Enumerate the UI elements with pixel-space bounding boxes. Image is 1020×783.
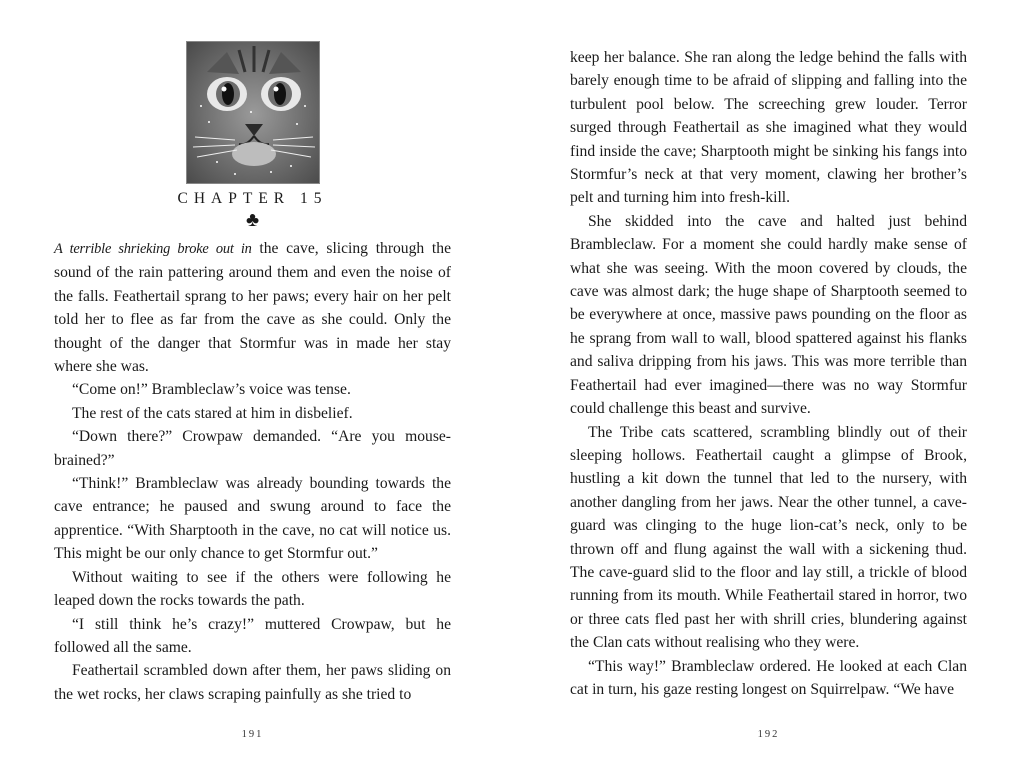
paragraph: “Down there?” Crowpaw demanded. “Are you mouse-brained?”	[54, 428, 451, 469]
paragraph: The Tribe cats scattered, scrambling blindly out of their sleeping hollows. Feathertail caught a glimpse of Brook, hustling a kit down the tunnel that led to the nursery, with another dangling from her jaws. Near the other tunnel, a cave-guard was clinging to the huge lion-cat’s neck, only to be thrown off and flung against the wall with a sickening thud. The cave-guard slid to the floor and lay still, a trickle of blood running from its mouth. While Feathertail stared in horror, two or three cats fled past her with shrill cries, blundering against the Clan cats without realising who they were.	[570, 423, 967, 652]
left-page	[54, 0, 451, 783]
left-page-body	[54, 237, 451, 706]
lead-in: A terrible shrieking broke out in	[54, 241, 252, 257]
page-number: 192	[757, 729, 780, 740]
paragraph: Without waiting to see if the others were following he leaped down the rocks towards the path.	[54, 568, 451, 610]
paragraph: “I still think he’s crazy!” muttered Crowpaw, but he followed all the same.	[54, 615, 451, 656]
page-number: 191	[241, 729, 264, 740]
opening-paragraph	[54, 237, 451, 378]
paragraph: “Think!” Brambleclaw was already bounding towards the cave entrance; he paused and swung around to face the apprentice. “With Sharptooth in the cave, no cat will notice us. This might be our only chance to get Stormfur out.”	[54, 475, 451, 563]
right-page-body	[570, 46, 967, 701]
opening-paragraph-text: the cave, slicing through the sound of the rain pattering around them and even the noise of the falls. Feathertail sprang to her paws; every hair on her pelt told her to flee as far from the cave as she could. Only the thought of the danger that Stormfur was in made her stay where she was.	[54, 240, 451, 376]
paragraph: She skidded into the cave and halted just behind Brambleclaw. For a moment she could hardly make sense of what she was seeing. With the moon covered by clouds, the cave was almost dark; the huge shape of Sharptooth seemed to be everywhere at once, massive paws pounding on the floor as he sprang from wall to wall, blood spattered against his flanks and saliva dripping from his jaws. This was more terrible than Feathertail had ever imagined—there was no way Stormfur could challenge this beast and survive.	[570, 212, 967, 418]
paragraph: “Come on!” Brambleclaw’s voice was tense.	[72, 381, 351, 399]
chapter-heading: CHAPTER 15	[177, 190, 328, 207]
paragraph: keep her balance. She ran along the ledge behind the falls with barely enough time to be afraid of slipping and falling into the turbulent pool below. The screeching grew louder. Terror surged through Feathertail as she imagined what they would find inside the cave; Sharptooth might be sinking his fangs into Stormfur’s neck at that very moment, clawing her brother’s pelt and turning him into fresh-kill.	[570, 49, 967, 207]
paragraph: The rest of the cats stared at him in disbelief.	[72, 404, 353, 422]
paragraph: Feathertail scrambled down after them, her paws sliding on the wet rocks, her claws scraping painfully as she tried to	[54, 662, 451, 703]
club-ornament-icon: ♣	[245, 209, 260, 231]
cat-face-illustration-icon	[186, 41, 320, 184]
paragraph: “This way!” Brambleclaw ordered. He looked at each Clan cat in turn, his gaze resting longest on Squirrelpaw. “We have	[570, 657, 967, 698]
right-page	[570, 0, 967, 783]
